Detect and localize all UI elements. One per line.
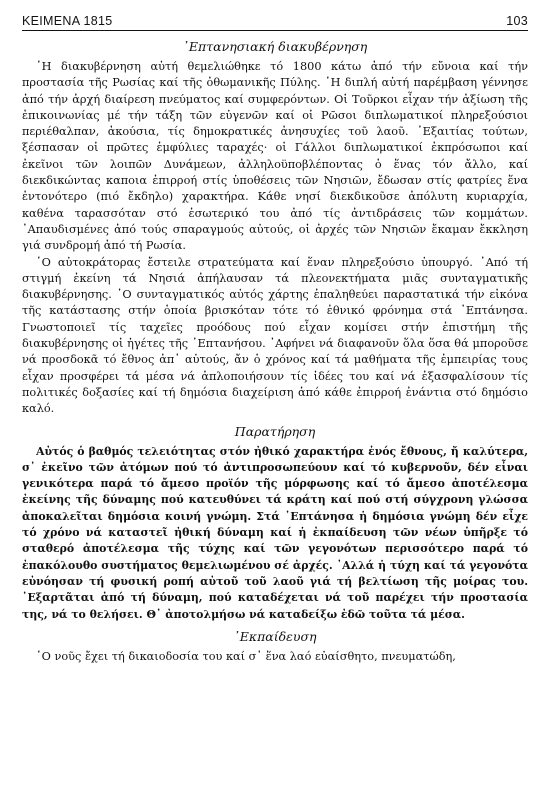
section-heading-heptanese-government: ᾿Επτανησιακή διακυβέρνηση xyxy=(182,39,368,54)
body-paragraph: ῾Ο νοῦς ἔχει τή δικαιοδοσία του καί σ᾿ ἕνα λαό εὐαίσθητο, πνευματώδη, xyxy=(36,649,456,663)
running-header-title: ΚΕΙΜΕΝΑ 1815 xyxy=(22,14,113,28)
page-number: 103 xyxy=(506,14,528,28)
body-paragraph: ῾Ο αὐτοκράτορας ἔστειλε στρατεύματα καί ἕναν πληρεξούσιο ὑπουργό. ᾿Από τή στιγμή ἐκείνη τά Νησιά ἀπήλαυσαν τά πλεονεκτήματα μιᾶς συνταγματικῆς διακυβέρνησης. ῾Ο συνταγματικός αὐτός χάρτης ἐπαληθεύει παραστατικά τήν εἰκόνα τῆς κατάστασης στήν ὁποία βρισκόταν τότε τό ἐθνικό φρόνημα στά ᾿Επτάνησα. Γνωστοποιεῖ τίς ταχεῖες προόδους πού εἶχαν κομίσει στήν ἐπιστήμη τῆς διακυβέρνησης οἱ ἡγέτες τῆς ᾿Επτανήσου. ᾿Αφήνει νά διαφανοῦν ὅλα ὅσα θά μποροῦσε νά προσδοκᾶ τό ἔθνος ἀπ᾿ αὐτούς, ἄν ὁ χρόνος καί τά μαθήματα τῆς ἐμπειρίας τους εἶχαν προσφέρει τά μέσα νά ἀπλοποιήσουν τίς ἰδέες του καί νά ἐξασφαλίσουν τίς πολιτικές δοξασίες καί τή δημόσια διαχείριση ἀπό κάθε ἐπιρροή ἐνάντια στό δημόσιο καλό. xyxy=(22,255,528,416)
running-header xyxy=(22,14,528,31)
body-paragraph-bold: Αὐτός ὁ βαθμός τελειότητας στόν ἠθικό χαρακτήρα ἑνός ἔθνους, ἤ καλύτερα, σ᾿ ἐκεῖνο τῶν ἀτόμων πού τό ἀντιπροσωπεύουν καί τό κυβερνοῦν, δέν εἶναι γενικότερα παρά τό ἄμεσο προϊόν τῆς μόρφωσης καί τό ἄμεσο ἀποτέλεσμα ἐκείνης τῆς δύναμης πού κατευθύνει τά κράτη καί πού στή σύγχρονη γλώσσα ἀποκαλεῖται δημόσια κοινή γνώμη. Στά ᾿Επτάνησα ἡ δημόσια γνώμη δέν εἶχε τό χρόνο νά καταστεῖ ἠθική δύναμη καί ἡ ἐκπαίδευση τῶν νέων ὑπῆρξε τό σταθερό ἀποτέλεσμα τῆς τύχης καί τῶν γεγονότων περισσότερο παρά τό ἐπακόλουθο συστήματος θεμελιωμένου σέ ἀρχές. ᾿Αλλά ἡ τύχη καί τά γεγονότα εὐνόησαν τή φυσική ροπή αὐτοῦ τοῦ λαοῦ γιά τή βελτίωση τῆς μοίρας του. ᾿Εξαρτᾶται ἀπό τή δύναμη, πού καταδέχεται νά τοῦ παρέχει τήν προστασία της, νά το θελήσει. Θ᾿ ἀποτολμήσω νά καταδείξω ἐδῶ τοῦτα τά μέσα. xyxy=(22,444,528,621)
body-paragraph: ῾Η διακυβέρνηση αὐτή θεμελιώθηκε τό 1800 κάτω ἀπό τήν εὔνοια καί τήν προστασία τῆς Ρωσίας καί τῆς ὀθωμανικῆς Πύλης. ῾Η διπλή αὐτή παρέμβαση γέννησε ἀπό τήν ἀρχή διαίρεση πνεύματος καί συμφερόντων. Οἱ Τοῦρκοι εἶχαν τήν ἀξίωση τῆς ἐπικοινωνίας μέ τήν τάξη τῶν εὐγενῶν καί οἱ Ρῶσοι διπλωματικοί πληρεξούσιοι περιέθαλπαν, ἀκούσια, τίς δημοκρατικές ἀνησυχίες τοῦ λαοῦ. ᾿Εξαιτίας τούτων, ξέσπασαν οἱ πρῶτες ἐμφύλιες ταραχές· οἱ Γάλλοι διπλωματικοί ἐκπρόσωποι καί ἐκεῖνοι τῶν λοιπῶν Δυνάμεων, ἀλληλοϋποβλέποντας ὁ ἕνας τόν ἄλλο, καί διεκδικώντας καποια ἐπιρροή στίς ὑποθέσεις τῶν Νησιῶν, ἔδωσαν στίς φατρίες ἕνα ἐντονότερο (πιό ἔκδηλο) χαρακτήρα. Κάθε νησί διεκδικοῦσε ἀπόλυτη κυριαρχία, καθένα ταρασσόταν στό ἐσωτερικό του ἀπό τίς ἀντιδράσεις τῶν κομμάτων. ᾿Απαυδισμένες ἀπό τούς σπαραγμούς αὐτούς, οἱ ἀρχές τῶν Νησιῶν ἔκαμαν ἔκκληση γιά συνδρομή ἀπό τή Ρωσία. xyxy=(22,60,528,253)
section-heading-education: ᾿Εκπαίδευση xyxy=(233,628,317,644)
section-heading-observation: Παρατήρηση xyxy=(234,423,316,439)
